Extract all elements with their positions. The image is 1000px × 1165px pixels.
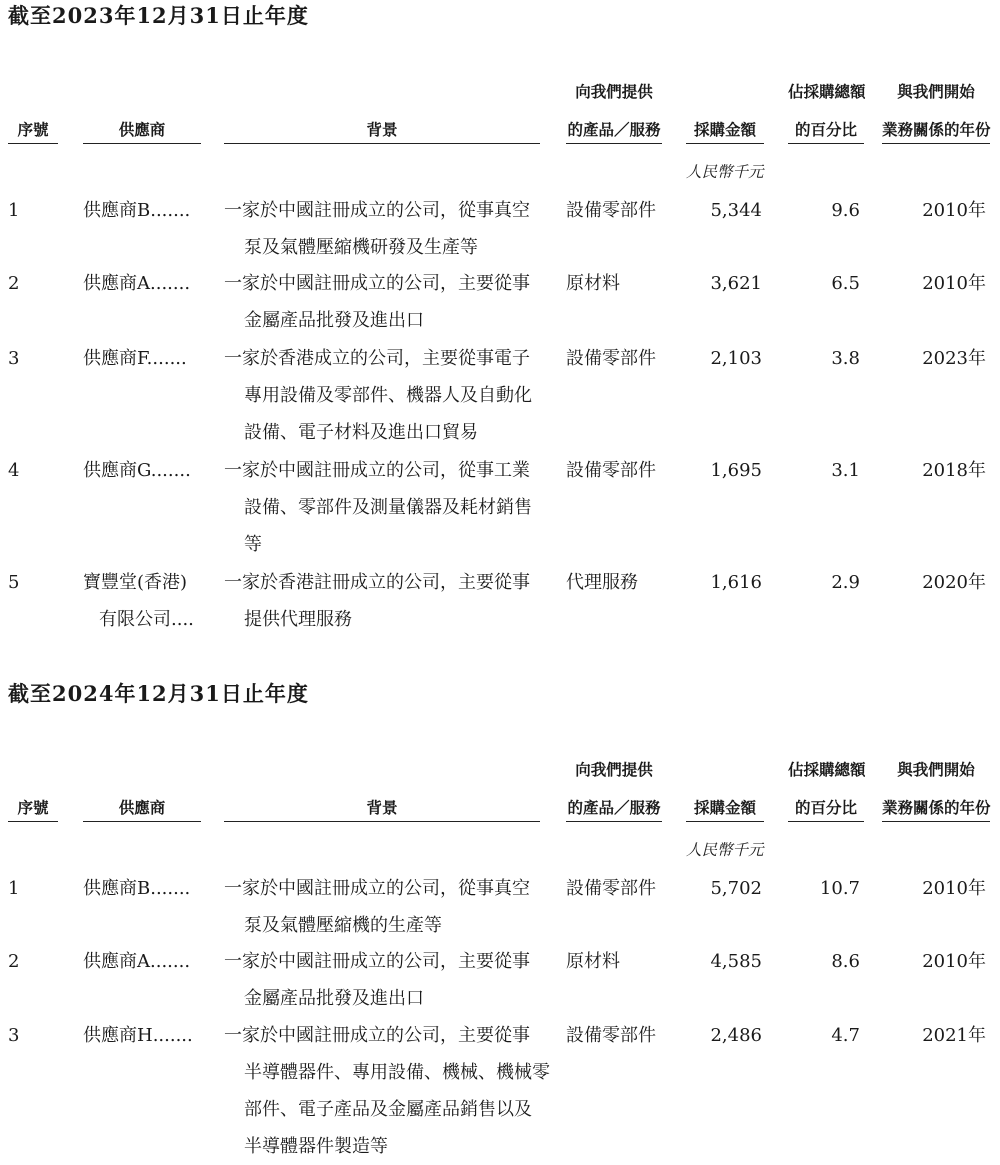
row-product: 設備零部件 (566, 200, 656, 221)
row-since: 2023年 (922, 348, 986, 369)
row-background (224, 870, 559, 944)
background-line: 一家於中國註冊成立的公司，從事工業 (224, 460, 530, 481)
row-amount: 2,103 (710, 348, 762, 369)
background-line: 泵及氣體壓縮機研發及生產等 (244, 237, 478, 258)
background-line: 專用設備及零部件、機器人及自動化 (244, 385, 532, 406)
header-supplier: 供應商 (83, 118, 201, 144)
row-pct: 2.9 (831, 572, 860, 593)
row-seq: 3 (8, 1025, 20, 1046)
row-background (224, 1017, 559, 1165)
background-line: 半導體器件、專用設備、機械、機械零 (244, 1062, 550, 1083)
row-supplier (83, 870, 190, 907)
row-background (224, 192, 559, 266)
section-title: 截至2024年12月31日止年度 (8, 681, 309, 706)
header-since-line1: 與我們開始 (897, 82, 975, 101)
background-line: 一家於中國註冊成立的公司，主要從事 (224, 1025, 530, 1046)
row-seq: 2 (8, 273, 20, 294)
row-seq: 1 (8, 878, 20, 899)
row-background (224, 340, 559, 451)
row-supplier (83, 265, 190, 302)
row-product: 設備零部件 (566, 878, 656, 899)
header-background: 背景 (224, 796, 540, 822)
supplier-line: 供應商F....... (83, 348, 187, 369)
row-since: 2010年 (922, 273, 986, 294)
header-pct-line2: 的百分比 (788, 796, 864, 822)
row-background (224, 265, 559, 339)
supplier-line: 寶豐堂(香港) (83, 572, 188, 593)
row-supplier (83, 340, 187, 377)
row-amount: 5,702 (710, 878, 762, 899)
row-supplier (83, 452, 191, 489)
header-products-line2: 的產品／服務 (566, 118, 662, 144)
row-amount: 1,695 (710, 460, 762, 481)
row-since: 2010年 (922, 878, 986, 899)
row-amount: 5,344 (710, 200, 762, 221)
row-product: 設備零部件 (566, 348, 656, 369)
supplier-line: 有限公司.... (99, 609, 194, 630)
row-product: 原材料 (566, 273, 620, 294)
row-pct: 9.6 (831, 200, 860, 221)
row-background (224, 452, 559, 563)
header-products-line1: 向我們提供 (575, 82, 653, 101)
row-product: 原材料 (566, 951, 620, 972)
supplier-line: 供應商B....... (83, 200, 191, 221)
row-pct: 4.7 (831, 1025, 860, 1046)
header-since-line2: 業務關係的年份 (882, 118, 990, 144)
row-supplier (83, 943, 190, 980)
row-since: 2021年 (922, 1025, 986, 1046)
row-pct: 8.6 (831, 951, 860, 972)
row-product: 設備零部件 (566, 1025, 656, 1046)
header-pct-line1: 佔採購總額 (788, 82, 866, 101)
row-amount: 4,585 (710, 951, 762, 972)
row-seq: 1 (8, 200, 20, 221)
background-line: 金屬產品批發及進出口 (244, 310, 424, 331)
row-product: 設備零部件 (566, 460, 656, 481)
row-supplier (83, 192, 190, 229)
supplier-line: 供應商A....... (83, 951, 191, 972)
header-background: 背景 (224, 118, 540, 144)
background-line: 金屬產品批發及進出口 (244, 988, 424, 1009)
supplier-line: 供應商A....... (83, 273, 191, 294)
background-line: 一家於中國註冊成立的公司，主要從事 (224, 273, 530, 294)
background-line: 一家於香港註冊成立的公司，主要從事 (224, 572, 530, 593)
header-pct-line1: 佔採購總額 (788, 760, 866, 779)
background-line: 一家於中國註冊成立的公司，從事真空 (224, 878, 530, 899)
header-supplier: 供應商 (83, 796, 201, 822)
row-pct: 10.7 (819, 878, 860, 899)
background-line: 半導體器件製造等 (244, 1136, 388, 1157)
header-seq: 序號 (8, 796, 58, 822)
background-line: 泵及氣體壓縮機的生產等 (244, 915, 442, 936)
supplier-line: 供應商H....... (83, 1025, 193, 1046)
header-amount: 採購金額 (686, 118, 764, 144)
row-pct: 3.1 (831, 460, 860, 481)
background-line: 部件、電子產品及金屬產品銷售以及 (244, 1099, 532, 1120)
background-line: 提供代理服務 (244, 609, 352, 630)
header-since-line2: 業務關係的年份 (882, 796, 990, 822)
section-title: 截至2023年12月31日止年度 (8, 3, 309, 28)
row-seq: 3 (8, 348, 20, 369)
background-line: 一家於香港成立的公司，主要從事電子 (224, 348, 530, 369)
background-line: 一家於中國註冊成立的公司，主要從事 (224, 951, 530, 972)
row-since: 2020年 (922, 572, 986, 593)
header-products-line1: 向我們提供 (575, 760, 653, 779)
header-products-line2: 的產品／服務 (566, 796, 662, 822)
row-background (224, 943, 559, 1017)
row-background (224, 564, 559, 638)
background-line: 等 (244, 534, 262, 555)
row-supplier (83, 564, 194, 638)
currency-unit-label: 人民幣千元 (686, 163, 764, 181)
row-amount: 3,621 (710, 273, 762, 294)
row-pct: 6.5 (831, 273, 860, 294)
row-seq: 2 (8, 951, 20, 972)
background-line: 設備、電子材料及進出口貿易 (244, 422, 478, 443)
row-product: 代理服務 (566, 572, 638, 593)
background-line: 設備、零部件及測量儀器及耗材銷售 (244, 497, 532, 518)
supplier-line: 供應商B....... (83, 878, 191, 899)
row-seq: 5 (8, 572, 20, 593)
row-since: 2010年 (922, 951, 986, 972)
row-seq: 4 (8, 460, 20, 481)
row-amount: 1,616 (710, 572, 762, 593)
row-amount: 2,486 (710, 1025, 762, 1046)
header-pct-line2: 的百分比 (788, 118, 864, 144)
header-seq: 序號 (8, 118, 58, 144)
row-since: 2010年 (922, 200, 986, 221)
supplier-line: 供應商G....... (83, 460, 191, 481)
row-pct: 3.8 (831, 348, 860, 369)
background-line: 一家於中國註冊成立的公司，從事真空 (224, 200, 530, 221)
row-since: 2018年 (922, 460, 986, 481)
header-since-line1: 與我們開始 (897, 760, 975, 779)
row-supplier (83, 1017, 193, 1054)
header-amount: 採購金額 (686, 796, 764, 822)
currency-unit-label: 人民幣千元 (686, 841, 764, 859)
fiscal-year-section (0, 678, 1000, 1165)
